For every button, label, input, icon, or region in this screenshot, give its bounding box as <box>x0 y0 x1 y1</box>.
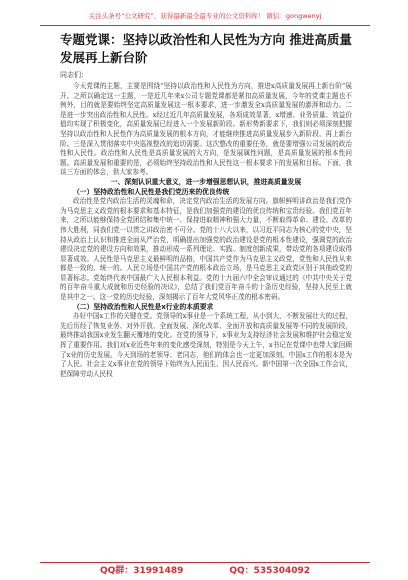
paragraph-political: 政治性是党内政治生活的灵魂和命，决定党内政治生活的发展方向。旗帜鲜明讲政治是我们党作为马克思主义政党的根本要求和基本特征，是我们加强党的建设的优良传统和宝贵经验。我们党百年来，之所以能够保持全党团结和集中统一、保持进取精神和强大力量，不断取得革命、建设、改革的伟大胜利，同我们党一以贯之讲政治密不可分。党的十八大以来，以习近平同志为核心的党中央，坚持从政治上认识和推进全面从严治党，明确提出加强党的政治建设是党的根本性建设，强调党的政治建设决定党的建设方向和效果，推动形成一系列理论、实践、制度创新成果，带动党的各项建设取得显著成效。人民性是马克思主义最鲜明的品格，中国共产党作为马克思主义政党，党性和人民性从来都是一致的、统一的。人民立场是中国共产党的根本政治立场，是马克思主义政党区别于其他政党的显著标志。党始终代表中国最广大人民根本利益。党的十九届六中全会审议通过的《中共中央关于党的百年奋斗重大成就和历史经验的决议》，总结了我们党百年奋斗的十条历史经验，坚持人民至上就是其中之一。这一党的历史经验，深刻揭示了百年大党风华正茂的根本密码。 <box>60 197 352 302</box>
document-body <box>60 82 352 379</box>
subsection-heading-1: （一）坚持政治性和人民性是我们党历来的优良传统 <box>73 187 230 196</box>
paragraph-industry: 办好中国x工作的关键在党。党领导的x事业是一个系统工程，从小到大，不断发展壮大的过程，先后历经了恢复业务、对外开放、全面发展、深化改革、全面开放和高质量发展等不同的发展阶段，最终推动我国x业发生翻天覆地的变化。在党的领导下，x事业为支持经济社会发展和维护社会稳定发挥了重要作用。我们对x业近些年来的变化感受深刻，特别是今天上午，x书记在党课中也带大家回顾了x业的历史发展。今天到场的老领导、老同志，他们的体会也一定更加深刻。中国x工作的根本是为了人民。社会主义x事业在党的领导下始终为人民而生、因人民而兴。新中国第一次全国x工作会议，把保障劳动人民权 <box>60 312 352 378</box>
paragraph-intro: 今天党课的主题，主要是围绕“坚持以政治性和人民性为方向，推进x高质量发展再上新台阶”展开。之所以确定这一主题，一是近几年来x公司专题党课都是紧扣高质量发展，今年的党课主题也不例外，目的就是要始终坚定高质量发展这一根本要求，进一步激发全x高质量发展的澎湃和动力。二是进一步突出政治性和人民性。x经过近几年高质量发展，各项成效显著，x增速、业务质量、效益价值均实现了积极变化，高质量发展已经进入一个发展新阶段。新形势新要求下，我们则必须深刻把握坚持以政治性和人民性作为高质量发展的根本方向，才能继续推进高质量发展步入新阶段、再上新台阶。三是深入贯彻落实中央巡视整改的追切需要。这次整改的重要任务，就是要增强公司发展的政治性和人民性。政治性和人民性是高质量发展的大方向，是发展属性问题，是高质量发展的根本性问题。高质量发展和重要的是，必须始终坚持政治性和人民性这一根本要求下的发展和目标。下面，我谈三方面的体会，供大家参考。 <box>60 82 352 177</box>
footer <box>40 565 370 577</box>
footer-qq-group: QQ群：31991489 <box>99 566 184 576</box>
document-title: 专题党课：坚持以政治性和人民性为方向 推进高质量发展再上新台阶 <box>60 32 352 65</box>
header-banner: 关注头条号“公文研究”，获得最新最全最专业的公文资料库！ 微信：gongwenyj <box>88 12 322 20</box>
footer-qq: QQ：535304092 <box>229 566 311 576</box>
subsection-heading-2: （二）坚持政治性和人民性是x行业的本质要求 <box>73 302 214 311</box>
header-divider <box>40 25 370 26</box>
footer-divider <box>40 562 370 563</box>
greeting: 同志们： <box>60 71 88 79</box>
section-heading-1: 一、深刻认识重大意义，进一步增强思想认识，推进高质量发展 <box>110 177 302 186</box>
